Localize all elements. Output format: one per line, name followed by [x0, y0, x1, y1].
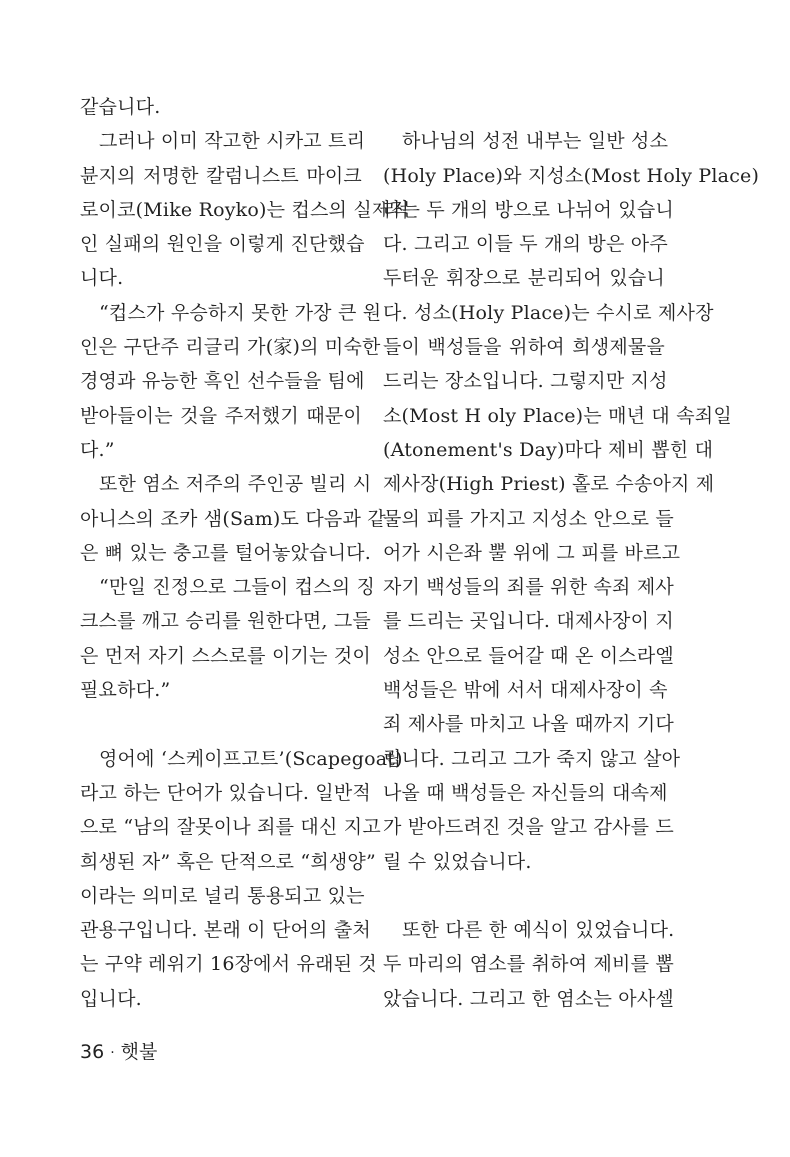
text-line: 니다. — [80, 267, 124, 290]
text-line: 같습니다. — [80, 96, 161, 118]
text-line — [80, 707, 362, 741]
text-line: 다. 그리고 이들 두 개의 방은 아주 — [383, 233, 668, 256]
text-line: 백성들은 밖에 서서 대제사장이 속 — [383, 679, 668, 702]
text-line: 하나님의 성전 내부는 일반 성소 — [402, 130, 669, 153]
text-line: 아니스의 조카 샘(Sam)도 다음과 같 — [80, 507, 386, 530]
text-line: 받아들이는 것을 주저했기 때문이 — [80, 404, 362, 427]
text-line: 립니다. 그리고 그가 죽지 않고 살아 — [383, 747, 681, 770]
text-line: 소(Most H oly Place)는 매년 대 속죄일 — [383, 404, 732, 427]
text-line: 다. 성소(Holy Place)는 수시로 제사장 — [383, 301, 714, 324]
text-line: 두터운 휘장으로 분리되어 있습니 — [383, 267, 665, 290]
text-line: 라는 두 개의 방으로 나뉘어 있습니 — [383, 198, 674, 221]
text-line: “컵스가 우승하지 못한 가장 큰 원 — [99, 301, 382, 324]
book-title: 햇불 — [120, 1041, 158, 1063]
text-line: 은 뼈 있는 충고를 털어놓았습니다. — [80, 541, 371, 564]
text-line: 인 실패의 원인을 이렇게 진단했습 — [80, 233, 365, 256]
text-line: 희생된 자” 혹은 단적으로 “희생양” — [80, 850, 376, 873]
text-line: 또한 다른 한 예식이 있었습니다. — [402, 919, 675, 942]
text-line: 제사장(High Priest) 홀로 수송아지 제 — [383, 473, 715, 496]
text-line: 로이코(Mike Royko)는 컵스의 실제적 — [80, 198, 410, 221]
text-line: 어가 시은좌 뿔 위에 그 피를 바르고 — [383, 541, 681, 564]
text-line: (Holy Place)와 지성소(Most Holy Place) — [383, 164, 760, 187]
text-line — [383, 90, 665, 124]
text-line: 이라는 의미로 널리 통용되고 있는 — [80, 884, 365, 907]
text-line: 두 마리의 염소를 취하여 제비를 뽑 — [383, 953, 674, 976]
text-line: (Atonement's Day)마다 제비 뽑힌 대 — [383, 438, 714, 461]
text-line: 들이 백성들을 위하여 희생제물을 — [383, 336, 665, 359]
text-line — [383, 879, 665, 913]
text-line: 죄 제사를 마치고 나올 때까지 기다 — [383, 713, 674, 736]
text-line: 은 먼저 자기 스스로를 이기는 것이 — [80, 644, 371, 667]
text-line: 으로 “남의 잘못이나 죄를 대신 지고 — [80, 816, 381, 839]
text-line: 필요하다.” — [80, 679, 171, 702]
text-line: 그러나 이미 작고한 시카고 트리 — [99, 130, 366, 153]
text-line: 영어에 ‘스케이프고트’(Scapegoat) — [99, 747, 403, 770]
text-line: 드리는 장소입니다. 그렇지만 지성 — [383, 370, 668, 393]
text-line: 관용구입니다. 본래 이 단어의 출처 — [80, 919, 371, 942]
text-line: 크스를 깨고 승리를 원한다면, 그들 — [80, 610, 371, 633]
text-line: 나올 때 백성들은 자신들의 대속제 — [383, 781, 668, 804]
text-line: 뷴지의 저명한 칼럼니스트 마이크 — [80, 164, 362, 187]
footer-separator: · — [110, 1044, 115, 1061]
page-number: 36 — [80, 1041, 105, 1063]
left-column — [80, 90, 410, 1016]
text-line: “만일 진정으로 그들이 컵스의 징 — [99, 576, 376, 599]
text-line: 자기 백성들의 죄를 위한 속죄 제사 — [383, 576, 674, 599]
text-line: 가 받아드려진 것을 알고 감사를 드 — [383, 816, 674, 839]
text-line: 다.” — [80, 438, 115, 461]
text-line: 또한 염소 저주의 주인공 빌리 시 — [99, 473, 372, 496]
text-line: 인은 구단주 리글리 가(家)의 미숙한 — [80, 336, 381, 359]
text-line: 경영과 유능한 흑인 선수들을 팀에 — [80, 370, 365, 393]
text-line: 물의 피를 가지고 지성소 안으로 들 — [383, 507, 674, 530]
text-line: 릴 수 있었습니다. — [383, 850, 532, 873]
right-column — [383, 90, 760, 1016]
text-line: 았습니다. 그리고 한 염소는 아사셀 — [383, 987, 674, 1010]
text-line: 를 드리는 곳입니다. 대제사장이 지 — [383, 610, 674, 633]
text-line: 입니다. — [80, 987, 142, 1010]
page-footer — [80, 1037, 157, 1064]
text-line: 는 구약 레위기 16장에서 유래된 것 — [80, 953, 377, 976]
text-line: 라고 하는 단어가 있습니다. 일반적 — [80, 781, 371, 804]
text-line: 성소 안으로 들어갈 때 온 이스라엘 — [383, 644, 674, 667]
